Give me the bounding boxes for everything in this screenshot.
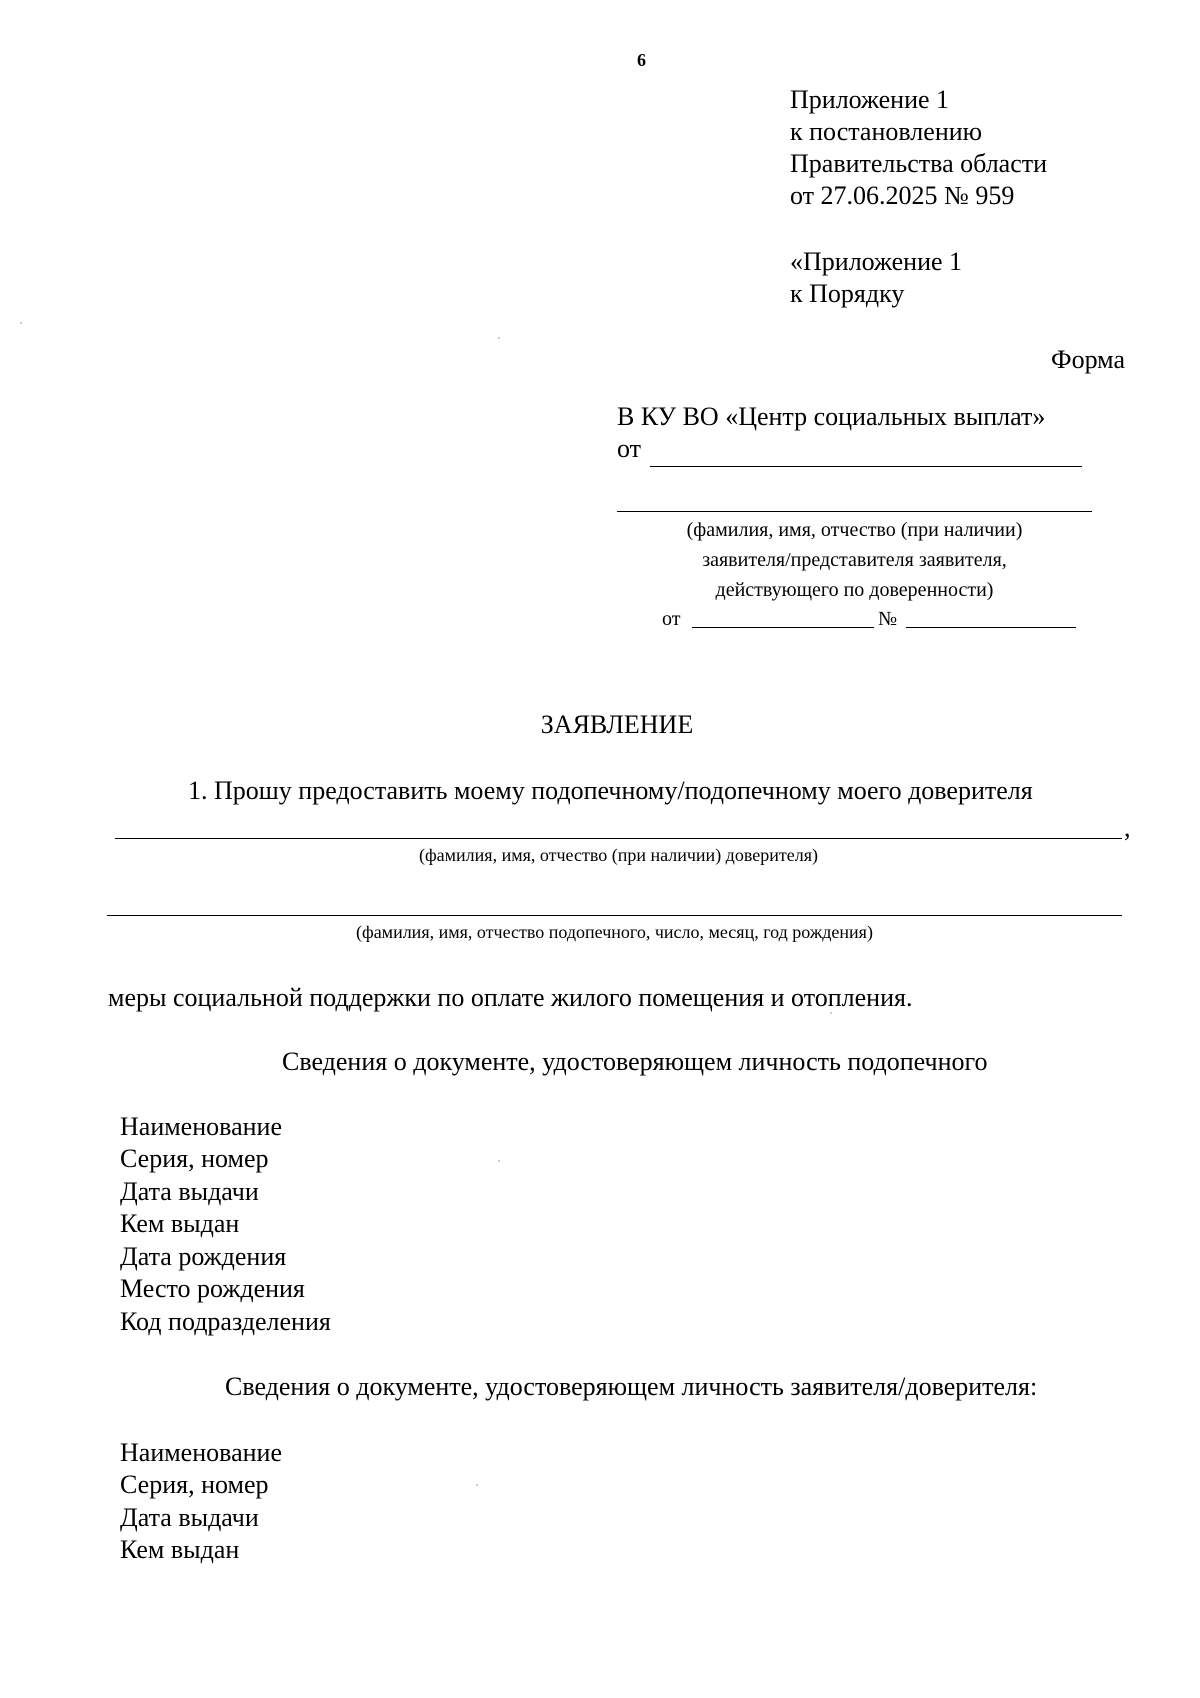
header-line-1: Приложение 1 [790,85,950,114]
addressee-to: В КУ ВО «Центр социальных выплат» [617,402,1046,431]
page-number: 6 [637,50,646,70]
addressee-hint-3: действующего по доверенности) [715,579,994,601]
applicant-field-issue-date: Дата выдачи [120,1503,259,1532]
applicant-field-series-number: Серия, номер [120,1470,269,1499]
ward-field-issued-by: Кем выдан [120,1209,240,1238]
form-label: Форма [1051,345,1125,374]
applicant-document-heading: Сведения о документе, удостоверяющем личность заявителя/доверителя: [225,1372,1038,1401]
trustee-hint: (фамилия, имя, отчество (при наличии) доверителя) [419,845,818,865]
addressee-number-label: № [878,608,898,630]
header-line-2: к постановлению [790,117,983,146]
annex-line-2: к Порядку [790,279,905,308]
ward-name-field[interactable] [107,915,1122,916]
applicant-name-field-line-2[interactable] [617,511,1092,512]
applicant-field-issued-by: Кем выдан [120,1535,240,1564]
scan-speck [20,322,22,324]
ward-field-division-code: Код подразделения [120,1307,331,1336]
addressee-number-field[interactable] [906,627,1076,628]
addressee-hint-2: заявителя/представителя заявителя, [702,549,1007,571]
applicant-field-name: Наименование [120,1438,282,1467]
header-line-4: от 27.06.2025 № 959 [790,181,1015,210]
ward-field-birth-place: Место рождения [120,1274,305,1303]
scan-speck [476,1484,478,1486]
ward-field-birth-date: Дата рождения [120,1242,287,1271]
annex-line-1: «Приложение 1 [790,247,963,276]
addressee-date-label: от [662,608,681,630]
trustee-name-field[interactable] [115,838,1122,839]
applicant-name-field-line-1[interactable] [650,466,1082,467]
ward-hint: (фамилия, имя, отчество подопечного, число, месяц, год рождения) [356,922,873,942]
ward-field-issue-date: Дата выдачи [120,1177,259,1206]
scan-speck [830,1012,832,1014]
scan-speck [498,1160,500,1162]
document-title: ЗАЯВЛЕНИЕ [540,710,694,739]
addressee-date-field[interactable] [692,627,874,628]
request-text: 1. Прошу предоставить моему подопечному/подопечному моего доверителя [188,776,1033,805]
request-comma: , [1124,813,1131,842]
scan-speck [498,337,500,339]
ward-document-heading: Сведения о документе, удостоверяющем личность подопечного [282,1047,988,1076]
addressee-from-label: от [617,434,642,463]
addressee-hint-1: (фамилия, имя, отчество (при наличии) [686,519,1023,541]
header-line-3: Правительства области [790,149,1048,178]
ward-field-name: Наименование [120,1112,282,1141]
measure-text: меры социальной поддержки по оплате жилого помещения и отопления. [108,983,913,1012]
ward-field-series-number: Серия, номер [120,1144,269,1173]
